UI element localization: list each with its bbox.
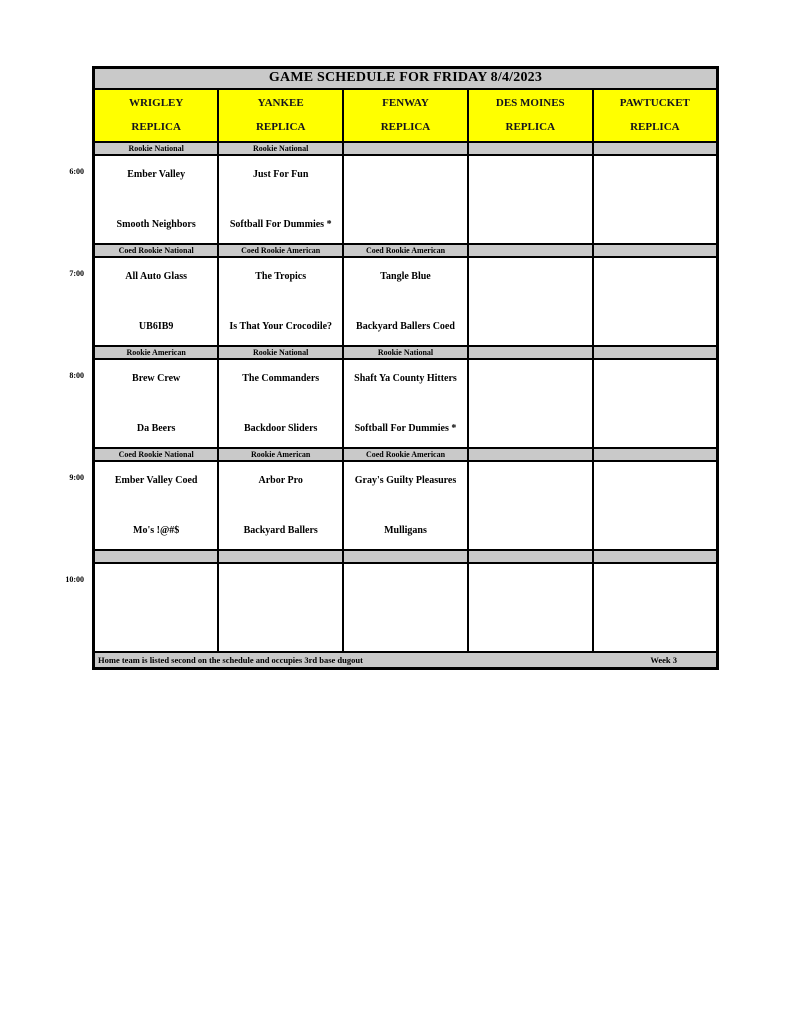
away-team: Gray's Guilty Pleasures [354, 474, 457, 486]
league-cell: Rookie National [94, 142, 219, 155]
home-team: Smooth Neighbors [116, 218, 196, 230]
league-row [94, 448, 718, 461]
venue-subname: REPLICA [131, 121, 181, 133]
home-team: Da Beers [136, 422, 176, 434]
league-cell [593, 550, 718, 563]
game-cell [468, 155, 593, 244]
schedule-container [65, 66, 719, 670]
league-cell [94, 550, 219, 563]
venue-name: YANKEE [257, 97, 304, 109]
game-cell [94, 155, 219, 244]
league-cell: Rookie National [218, 142, 343, 155]
game-cell [94, 359, 219, 448]
time-label: 7:00 [69, 269, 84, 278]
venue-name: FENWAY [382, 97, 429, 109]
home-team: UB6IB9 [138, 320, 174, 332]
schedule-rows [94, 68, 718, 652]
game-cell [218, 461, 343, 550]
week-label: Week 3 [650, 654, 677, 665]
game-row [94, 563, 718, 652]
league-cell [468, 346, 593, 359]
game-cell [94, 461, 219, 550]
game-cell [218, 155, 343, 244]
game-cell [94, 257, 219, 346]
league-cell [593, 346, 718, 359]
league-cell [218, 550, 343, 563]
game-cell [468, 359, 593, 448]
home-team: Mulligans [384, 524, 427, 536]
league-cell: Rookie American [94, 346, 219, 359]
footer-row [94, 652, 718, 669]
page-title: GAME SCHEDULE FOR FRIDAY 8/4/2023 [94, 68, 718, 89]
league-cell: Rookie American [218, 448, 343, 461]
time-label: 9:00 [69, 473, 84, 482]
game-row [94, 155, 718, 244]
schedule-table [92, 66, 719, 670]
game-cell [468, 257, 593, 346]
away-team: All Auto Glass [125, 270, 187, 282]
home-team-note: Home team is listed second on the schedule and occupies 3rd base dugout [98, 654, 363, 665]
league-cell [468, 448, 593, 461]
venue-subname: REPLICA [380, 121, 431, 133]
venue-name: PAWTUCKET [619, 97, 690, 109]
time-gutter [56, 66, 88, 686]
game-cell [343, 155, 468, 244]
away-team: The Commanders [242, 372, 320, 384]
game-row [94, 257, 718, 346]
league-cell [343, 550, 468, 563]
venue-subname: REPLICA [630, 121, 680, 133]
league-cell [343, 142, 468, 155]
game-row [94, 461, 718, 550]
league-row [94, 346, 718, 359]
home-team: Backyard Ballers [243, 524, 318, 536]
away-team: Ember Valley [127, 168, 186, 180]
game-cell [218, 359, 343, 448]
time-label: 8:00 [69, 371, 84, 380]
home-team: Is That Your Crocodile? [229, 320, 333, 332]
league-cell: Coed Rookie American [343, 448, 468, 461]
game-row [94, 359, 718, 448]
title-row [94, 68, 718, 89]
league-cell [593, 448, 718, 461]
schedule-footer [94, 652, 718, 669]
home-team: Backdoor Sliders [243, 422, 318, 434]
game-cell [593, 359, 718, 448]
home-team: Softball For Dummies * [354, 422, 457, 434]
league-row [94, 244, 718, 257]
game-cell [218, 563, 343, 652]
venue-header-yankee [218, 89, 343, 142]
time-label: 10:00 [65, 575, 84, 584]
venue-header-row [94, 89, 718, 142]
venue-subname: REPLICA [255, 121, 306, 133]
game-cell [343, 257, 468, 346]
home-team: Backyard Ballers Coed [356, 320, 455, 332]
away-team: Arbor Pro [258, 474, 303, 486]
league-cell [593, 244, 718, 257]
game-cell [343, 359, 468, 448]
home-team: Softball For Dummies * [229, 218, 332, 230]
league-cell: Rookie National [218, 346, 343, 359]
league-cell [593, 142, 718, 155]
game-cell [593, 155, 718, 244]
away-team: Just For Fun [253, 168, 309, 180]
away-team: The Tropics [255, 270, 307, 282]
game-cell [343, 563, 468, 652]
league-cell: Coed Rookie American [218, 244, 343, 257]
away-team: Tangle Blue [380, 270, 431, 282]
footer-bar [94, 652, 718, 669]
away-team: Brew Crew [132, 372, 181, 384]
league-cell: Rookie National [343, 346, 468, 359]
venue-header-pawtucket [593, 89, 718, 142]
game-cell [218, 257, 343, 346]
venue-subname: REPLICA [505, 121, 556, 133]
venue-header-des-moines [468, 89, 593, 142]
league-cell [468, 142, 593, 155]
game-cell [593, 461, 718, 550]
game-cell [593, 257, 718, 346]
venue-header-fenway [343, 89, 468, 142]
home-team: Mo's !@#$ [133, 524, 180, 536]
league-row [94, 142, 718, 155]
league-cell: Coed Rookie American [343, 244, 468, 257]
league-cell: Coed Rookie National [94, 244, 219, 257]
game-cell [94, 563, 219, 652]
time-label: 6:00 [69, 167, 84, 176]
league-row [94, 550, 718, 563]
game-cell [468, 563, 593, 652]
venue-name: WRIGLEY [128, 97, 184, 109]
league-cell [468, 550, 593, 563]
league-cell [468, 244, 593, 257]
game-cell [468, 461, 593, 550]
away-team: Shaft Ya County Hitters [354, 372, 457, 384]
game-cell [593, 563, 718, 652]
venue-header-wrigley [94, 89, 219, 142]
game-cell [343, 461, 468, 550]
away-team: Ember Valley Coed [114, 474, 198, 486]
venue-name: DES MOINES [495, 97, 565, 109]
league-cell: Coed Rookie National [94, 448, 219, 461]
